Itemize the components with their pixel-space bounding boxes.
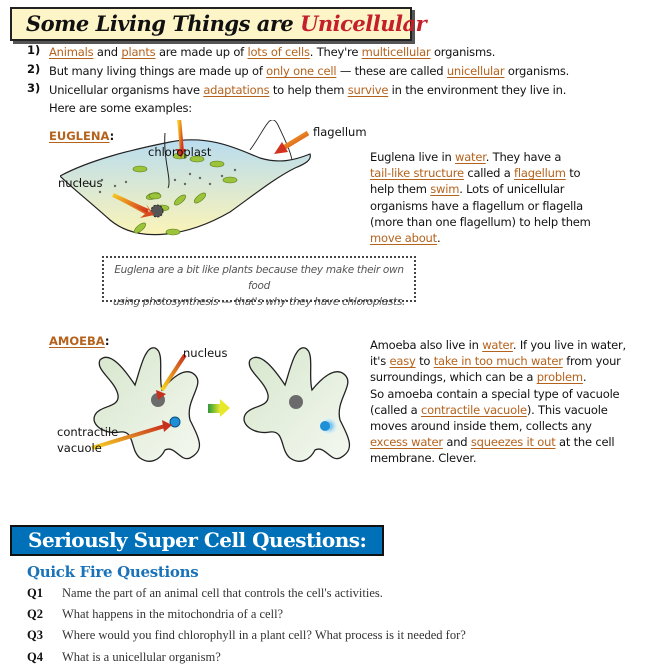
text-segment: . bbox=[582, 370, 587, 385]
colon: : bbox=[109, 129, 115, 143]
question-number: Q2 bbox=[27, 607, 43, 621]
text-line bbox=[370, 165, 591, 181]
text-segment: to bbox=[415, 354, 434, 369]
text-segment: and bbox=[442, 435, 471, 450]
amoeba-nucleus-label: nucleus bbox=[183, 346, 228, 360]
key-term: take in too much water bbox=[433, 354, 563, 369]
text-segment: to bbox=[565, 166, 581, 181]
text-line bbox=[370, 337, 626, 353]
banner-title: Seriously Super Cell Questions: bbox=[28, 528, 367, 552]
key-term: excess water bbox=[370, 435, 443, 450]
title-text: Some Living Things are bbox=[26, 11, 301, 36]
text-segment: organisms have a flagellum or flagella bbox=[370, 198, 583, 213]
euglena-note-line-1: Euglena are a bit like plants because they make their own food bbox=[114, 264, 404, 292]
key-term: survive bbox=[347, 83, 389, 97]
question-text: What happens in the mitochondria of a cell? bbox=[62, 607, 284, 621]
key-term: unicellular bbox=[446, 64, 505, 78]
euglena-heading-text: EUGLENA bbox=[49, 129, 110, 143]
key-term: move about bbox=[370, 231, 437, 246]
text-segment: at the cell bbox=[555, 435, 615, 450]
point-1 bbox=[49, 43, 495, 62]
text-segment: (called a bbox=[370, 402, 421, 417]
question-text: Where would you find chlorophyll in a plant cell? What process is it needed for? bbox=[62, 628, 466, 642]
vacuole-label: vacuole bbox=[57, 441, 102, 455]
text-segment: . bbox=[436, 231, 441, 246]
key-term: Animals bbox=[49, 45, 94, 59]
text-line bbox=[370, 386, 626, 402]
euglena-note-box bbox=[102, 256, 416, 308]
key-term: water bbox=[454, 150, 486, 164]
text-segment: called a bbox=[463, 166, 515, 181]
point-number: 3) bbox=[27, 81, 41, 95]
text-segment: surroundings, which can be a bbox=[370, 370, 537, 385]
text-line bbox=[370, 214, 591, 230]
text-line bbox=[370, 353, 626, 369]
question-number: Q1 bbox=[27, 586, 43, 600]
text-segment: moves around inside them, collects any bbox=[370, 419, 592, 434]
question-number: Q4 bbox=[27, 650, 43, 664]
text-segment: . If you live in water, bbox=[512, 338, 626, 352]
questions-banner bbox=[10, 525, 384, 556]
nucleus-label: nucleus bbox=[58, 176, 103, 190]
text-segment: Euglena live in bbox=[370, 150, 455, 164]
text-segment: So amoeba contain a special type of vacuole bbox=[370, 386, 620, 401]
key-term: water bbox=[482, 338, 513, 352]
key-term: swim bbox=[430, 182, 460, 197]
text-segment: from your bbox=[562, 354, 621, 369]
text-line bbox=[370, 402, 626, 418]
text-segment: ). This vacuole bbox=[526, 402, 608, 417]
amoeba-heading-text: AMOEBA bbox=[49, 334, 105, 348]
text-segment: Amoeba also live in bbox=[370, 338, 483, 352]
text-line bbox=[370, 198, 591, 214]
amoeba-1-vacuole bbox=[170, 417, 180, 427]
text-segment: (more than one flagellum) to help them bbox=[370, 214, 591, 229]
text-line bbox=[370, 418, 626, 434]
key-term: plants bbox=[121, 45, 156, 59]
text-segment: and bbox=[93, 45, 122, 59]
colon: : bbox=[104, 334, 110, 348]
text-line bbox=[370, 434, 626, 450]
amoeba-description bbox=[370, 337, 626, 467]
text-segment: . They're bbox=[309, 45, 362, 59]
text-line bbox=[370, 369, 626, 385]
text-segment: help them bbox=[370, 182, 431, 197]
text-segment: But many living things are made up of bbox=[49, 64, 267, 78]
flagellum-label: flagellum bbox=[313, 125, 367, 139]
examples-intro: Here are some examples: bbox=[49, 101, 192, 115]
text-segment: . Lots of unicellular bbox=[459, 182, 565, 197]
question-text: Name the part of an animal cell that controls the cell's activities. bbox=[62, 586, 383, 600]
key-term: contractile vacuole bbox=[420, 402, 527, 417]
text-segment: in the environment they live in. bbox=[388, 83, 567, 97]
point-number: 1) bbox=[27, 43, 41, 57]
text-segment: it's bbox=[370, 354, 390, 369]
question-number: Q3 bbox=[27, 628, 43, 642]
text-segment: . They have a bbox=[485, 150, 562, 164]
quick-fire-heading: Quick Fire Questions bbox=[27, 563, 199, 581]
contractile-label: contractile bbox=[57, 425, 119, 439]
key-term: squeezes it out bbox=[470, 435, 556, 450]
key-term: lots of cells bbox=[247, 45, 310, 59]
text-line bbox=[370, 230, 591, 246]
text-line bbox=[370, 450, 626, 466]
text-segment: Unicellular organisms have bbox=[49, 83, 204, 97]
key-term: flagellum bbox=[514, 166, 566, 181]
euglena-note-line-2: using photosynthesis — that's why they have chloroplasts. bbox=[112, 296, 406, 308]
text-segment: — these are called bbox=[336, 64, 447, 78]
point-3 bbox=[49, 81, 566, 100]
text-segment: organisms. bbox=[504, 64, 570, 78]
amoeba-2-nucleus bbox=[289, 395, 303, 409]
question-text: What is a unicellular organism? bbox=[62, 650, 221, 664]
key-term: multicellular bbox=[361, 45, 431, 59]
amoeba-2-vacuole bbox=[320, 421, 330, 431]
transition-arrow bbox=[208, 404, 220, 413]
key-term: problem bbox=[536, 370, 583, 385]
text-line bbox=[370, 149, 591, 165]
key-term: adaptations bbox=[203, 83, 270, 97]
page-title bbox=[26, 11, 426, 36]
title-highlight: Unicellular bbox=[300, 11, 427, 36]
text-segment: membrane. Clever. bbox=[370, 451, 477, 466]
key-term: easy bbox=[389, 354, 416, 369]
key-term: tail-like structure bbox=[370, 166, 464, 181]
text-line bbox=[370, 181, 591, 197]
point-2 bbox=[49, 62, 569, 81]
text-segment: are made up of bbox=[155, 45, 248, 59]
key-term: only one cell bbox=[266, 64, 337, 78]
euglena-description bbox=[370, 149, 591, 246]
point-number: 2) bbox=[27, 62, 41, 76]
flagellum-line bbox=[250, 120, 292, 160]
text-segment: organisms. bbox=[430, 45, 496, 59]
chloroplast-label: chloroplast bbox=[148, 145, 212, 159]
section-title-box bbox=[10, 7, 427, 41]
text-segment: to help them bbox=[269, 83, 348, 97]
